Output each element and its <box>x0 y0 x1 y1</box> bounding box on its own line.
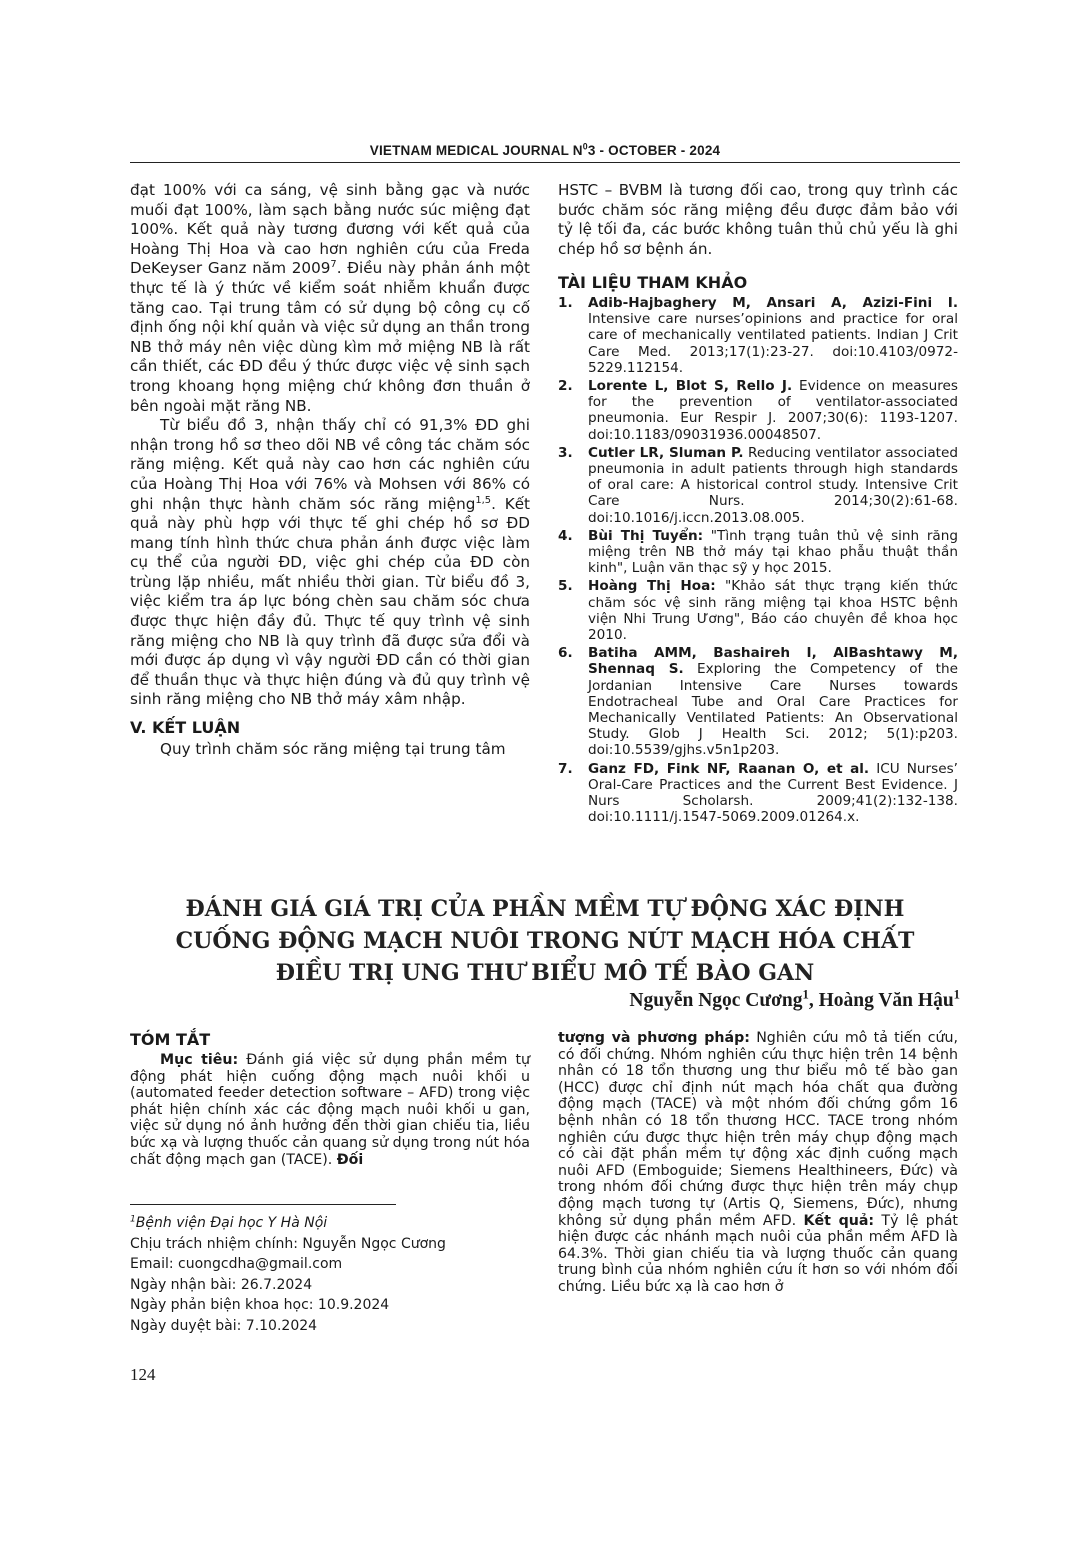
section-heading-conclusion: V. KẾT LUẬN <box>130 718 241 738</box>
left-paragraph-1: đạt 100% với ca sáng, vệ sinh bằng gạc và nước muối đạt 100%, làm sạch bằng nước súc miệng đạt 100%. Kết quả này tương đương với kết quả của Hoàng Thị Hoa và cao hơn nghiên cứu của Freda DeKeyser Ganz năm 2009$^7$. Điều này phản ánh một thực tế là ý thức về kiểm soát nhiễm khuẩn được tăng cao. Tại trung tâm có sử dụng bộ công cụ cố định ống nội khí quản và việc sử dụng an thần trong NB thở máy nên việc dùng kìm mở miệng NB là rất cần thiết, các ĐD đều ý thức được việc vệ sinh sạch trong khoang họng miệng chứ không đơn thuần ở bên ngoài mặt răng NB. <box>130 181 530 415</box>
reference-number: 3. <box>558 444 573 461</box>
page-number: 124 <box>130 1365 156 1384</box>
abstract-objective: Mục tiêu: Đánh giá việc sử dụng phần mềm tự động phát hiện cuống động mạch nuôi khối u (automated feeder detection software – AFD) trong việc phát hiện chính xác các động mạch nuôi khối u gan, việc sử dụng nó ảnh hưởng đến thời gian chiếu tia, liều bức xạ và lượng thuốc cản quang sử dụng trong nút hóa chất động mạch gan (TACE). Đối <box>130 1052 531 1168</box>
references-heading: TÀI LIỆU THAM KHẢO <box>558 273 748 293</box>
right-paragraph-1: HSTC – BVBM là tương đối cao, trong quy trình các bước chăm sóc răng miệng đều được đảm bảo với tỷ lệ tối đa, các bước không tuân thủ chủ yếu là ghi chép hồ sơ bệnh án. <box>558 181 958 258</box>
title-line-2: CUỐNG ĐỘNG MẠCH NUÔI TRONG NÚT MẠCH HÓA CHẤT <box>175 928 915 954</box>
author-2: Hoàng Văn Hậu <box>818 990 954 1011</box>
journal-header <box>130 143 960 158</box>
reference-text: Cutler LR, Sluman P. Reducing ventilator associated pneumonia in adult patients through high standards of oral care: A historical control study. Intensive Crit Care Nurs. 2014;30(2):61-68. doi:10.1016/j.iccn.2013.08.005. <box>588 444 958 526</box>
header-rule <box>130 162 960 163</box>
title-line-1: ĐÁNH GIÁ GIÁ TRỊ CỦA PHẦN MỀM TỰ ĐỘNG XÁC ĐỊNH <box>185 896 905 922</box>
reference-text: Ganz FD, Fink NF, Raanan O, et al. ICU Nurses’ Oral-Care Practices and the Current Best Evidence. J Nurs Scholarsh. 2009;41(2):132-138. doi:10.1111/j.1547-5069.2009.01264.x. <box>588 760 958 826</box>
reference-item <box>558 761 958 826</box>
footnote <box>130 1213 530 1336</box>
reference-number: 5. <box>558 578 573 595</box>
date-accepted: Ngày duyệt bài: 7.10.2024 <box>130 1317 318 1334</box>
date-received: Ngày nhận bài: 26.7.2024 <box>130 1276 313 1293</box>
article-title <box>130 893 960 989</box>
abstract-left <box>130 1030 530 1168</box>
author-1: Nguyễn Ngọc Cương <box>629 990 803 1011</box>
reference-text: Batiha AMM, Bashaireh I, AlBashtawy M, Shennaq S. Exploring the Competency of the Jordanian Intensive Care Nurses towards Endotracheal Tube and Oral Care Practices for Mechanically Ventilated Patients: An Observational Study. Glob J Health Sci. 2012; 5(1):p203. doi:10.5539/gjhs.v5n1p203. <box>588 645 958 759</box>
reference-number: 6. <box>558 645 573 662</box>
reference-number: 4. <box>558 527 573 544</box>
affiliation: $^1$Bệnh viện Đại học Y Hà Nội <box>130 1214 328 1231</box>
reference-text: Adib-Hajbaghery M, Ansari A, Azizi-Fini I. Intensive care nurses’opinions and practice for oral care of mechanically ventilated patients. Indian J Crit Care Med. 2013;17(1):23-27. doi:10.4103/0972-5229.112154. <box>588 294 958 376</box>
title-line-3: ĐIỀU TRỊ UNG THƯ BIỂU MÔ TẾ BÀO GAN <box>275 960 815 986</box>
reference-item <box>558 445 958 526</box>
reference-item <box>558 378 958 443</box>
reference-item <box>558 578 958 643</box>
abstract-heading: TÓM TẮT <box>130 1030 211 1049</box>
left-paragraph-2: Từ biểu đồ 3, nhận thấy chỉ có 91,3% ĐD ghi nhận trong hồ sơ theo dõi NB về công tác chăm sóc răng miệng. Kết quả này cao hơn các nghiên cứu của Hoàng Thị Hoa với 76% và Mohsen với 86% có ghi nhận thực hành chăm sóc răng miệng$^{1,5}$. Kết quả này phù hợp với thực tế ghi chép hồ sơ ĐD mang tính hình thức chưa phản ánh được việc làm cụ thể của người ĐD, việc ghi chép của ĐD còn trùng lặp nhiều, mất nhiều thời gian. Từ biểu đồ 3, việc kiểm tra áp lực bóng chèn sau chăm sóc chưa được thực hiện đầy đủ. Thực tế quy trình vệ sinh răng miệng cho NB là quy trình đã được sửa đổi và mới được áp dụng vì vậy người ĐD cần có thời gian để thuần thục và thực hiện đúng và đủ quy trình vệ sinh răng miệng cho NB thở máy xâm nhập. <box>130 416 531 709</box>
author-line: Nguyễn Ngọc Cương$^1$, Hoàng Văn Hậu$^1$ <box>629 987 960 1011</box>
left-column <box>130 181 530 759</box>
email: Email: cuongcdha@gmail.com <box>130 1256 343 1272</box>
right-column <box>558 181 958 827</box>
footnote-rule <box>130 1204 396 1205</box>
reference-number: 1. <box>558 294 573 311</box>
reference-text: Bùi Thị Tuyển: "Tình trạng tuân thủ vệ sinh răng miệng trên NB thở máy tại khao phẫu thuật thần kinh", Luận văn thạc sỹ y học 2015. <box>588 527 958 577</box>
corresponding-author: Chịu trách nhiệm chính: Nguyễn Ngọc Cương <box>130 1235 446 1252</box>
abstract-right: tượng và phương pháp: Nghiên cứu mô tả tiến cứu, có đối chứng. Nhóm nghiên cứu thực hiện trên 14 bệnh nhân có 18 tổn thương ung thư biểu mô tế bào gan (HCC) được chỉ định nút mạch hóa chất qua đường động mạch (TACE) và một nhóm đối chứng gồm 16 bệnh nhân có 18 tổn thương HCC. TACE trong nhóm nghiên cứu được thực hiện trên máy chụp động mạch có cài đặt phần mềm tự động xác định cuống mạch nuôi AFD (Emboguide; Siemens Healthineers, Đức) và trong nhóm đối chứng được thực hiện trên máy chụp động mạch tương tự (Artis Q, Siemens, Đức), nhưng không sử dụng phần mềm AFD. Kết quả: Tỷ lệ phát hiện được các nhánh mạch nuôi của phần mềm AFD là 64.3%. Thời gian chiếu tia và lượng thuốc cản quang trung bình của nhóm nghiên cứu ít hơn so với nhóm đối chứng. Liều bức xạ là cao hơn ở <box>558 1030 958 1295</box>
reference-item <box>558 295 958 376</box>
journal-name: VIETNAM MEDICAL JOURNAL N <box>369 143 583 158</box>
journal-issue: 3 - OCTOBER - 2024 <box>587 143 721 158</box>
reference-text: Lorente L, Blot S, Rello J. Evidence on measures for the prevention of ventilator-associated pneumonia. Eur Respir J. 2007;30(6): 1193-1207. doi:10.1183/09031936.00048507. <box>588 377 958 443</box>
reference-number: 2. <box>558 377 573 394</box>
reference-item <box>558 528 958 577</box>
journal-sup: 0 <box>582 141 588 152</box>
references-list <box>558 295 958 826</box>
date-reviewed: Ngày phản biện khoa học: 10.9.2024 <box>130 1297 390 1313</box>
left-paragraph-3: Quy trình chăm sóc răng miệng tại trung tâm <box>160 739 506 758</box>
reference-item <box>558 645 958 758</box>
reference-number: 7. <box>558 760 573 777</box>
reference-text: Hoàng Thị Hoa: "Khảo sát thực trạng kiến thức chăm sóc vệ sinh răng miệng tại khoa HSTC bệnh viện Nhi Trung Ương", Báo cáo chuyên đề khoa học 2010. <box>588 578 958 644</box>
